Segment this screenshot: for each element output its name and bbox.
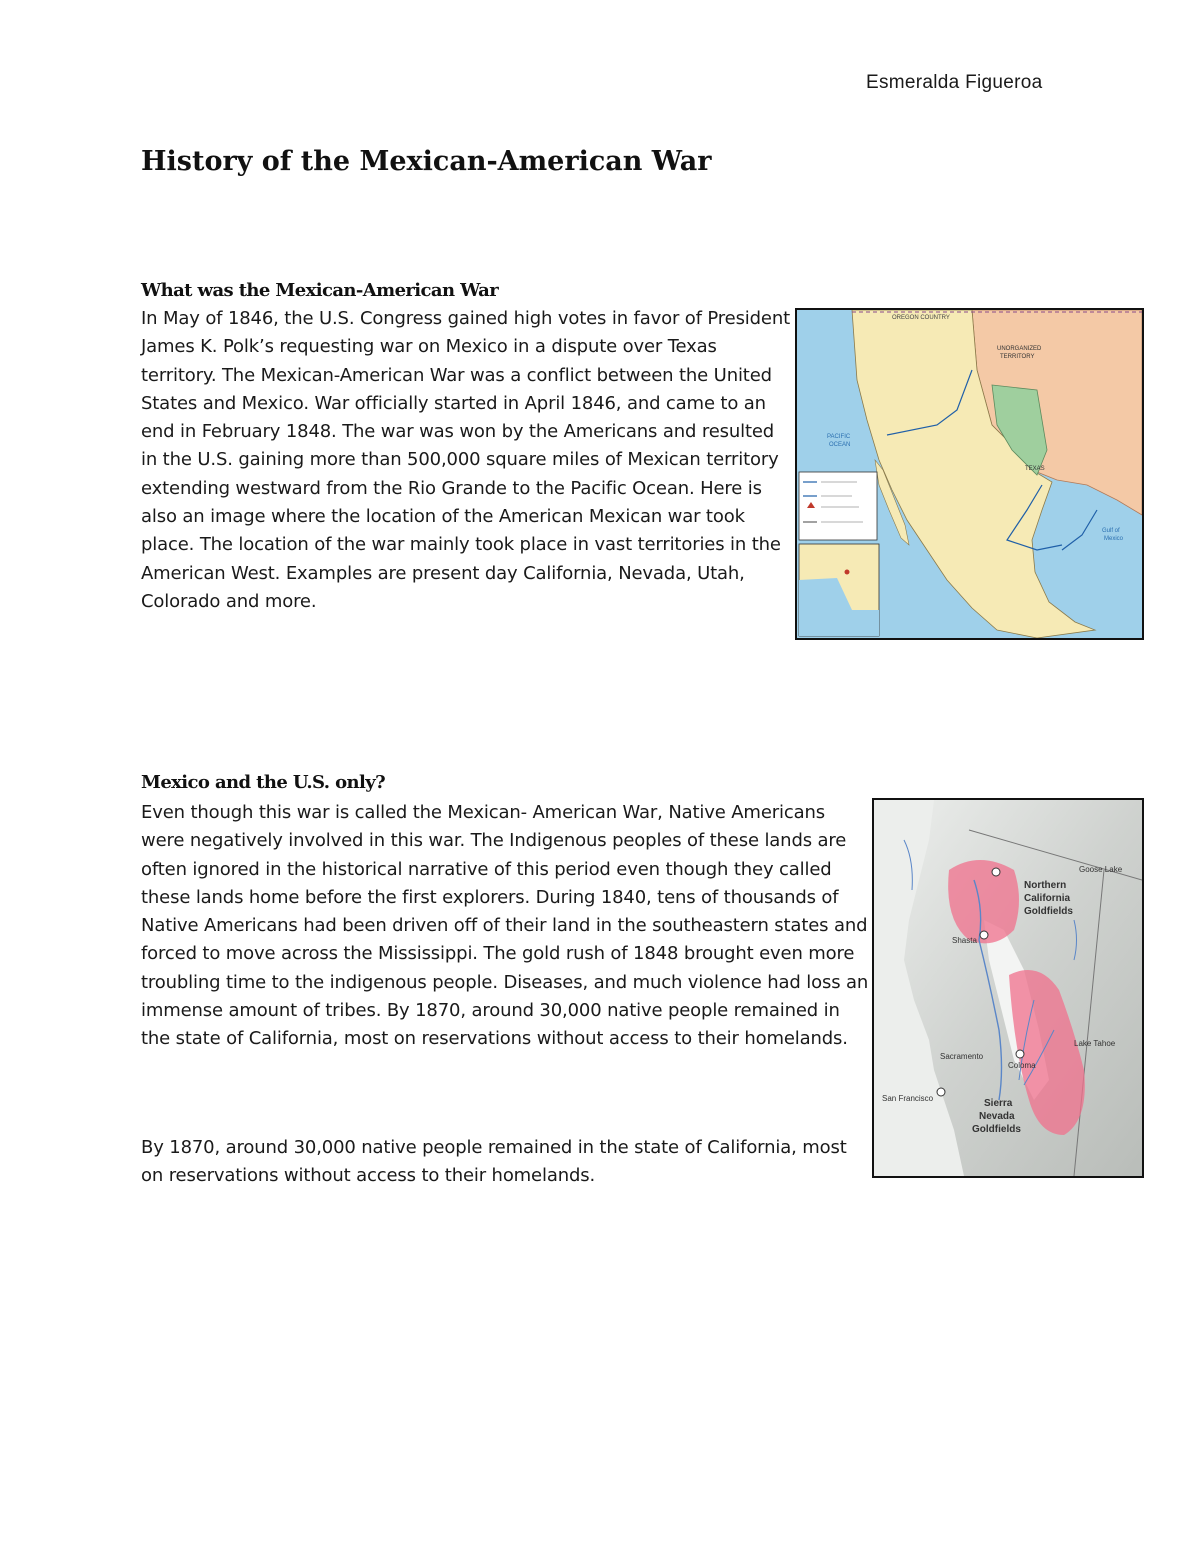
map-label-unorganized: UNORGANIZED xyxy=(997,346,1042,352)
mexican-american-war-map-image xyxy=(795,308,1144,640)
map-label-gulf-2: Mexico xyxy=(1104,536,1124,542)
map-label-shasta: Shasta xyxy=(952,936,977,945)
map-label-gulf-1: Gulf of xyxy=(1102,528,1120,534)
map-label-san-francisco: San Francisco xyxy=(882,1094,934,1103)
section-heading-mexican-american-war: What was the Mexican-American War xyxy=(141,280,499,301)
map-label-pacific: PACIFIC xyxy=(827,434,851,440)
map-label-goose-lake: Goose Lake xyxy=(1079,865,1123,874)
map-label-sierra-1: Sierra xyxy=(984,1098,1013,1109)
map-label-sacramento: Sacramento xyxy=(940,1052,984,1061)
section-closing-paragraph: By 1870, around 30,000 native people remained in the state of California, most on reservations without access to their homelands. xyxy=(141,1137,847,1187)
map-label-northern-2: California xyxy=(1024,893,1071,904)
map-label-northern-1: Northern xyxy=(1024,880,1067,891)
document-title: History of the Mexican-American War xyxy=(141,146,712,177)
section-paragraph: In May of 1846, the U.S. Congress gained high votes in favor of President James K. Polk’s requesting war on Mexico in a dispute over Texas territory. The Mexican-American War was a conflict between the United States and Mexico. War officially started in April 1846, and came to an end in February 1848. The war was won by the Americans and resulted in the U.S. gaining more than 500,000 square miles of Mexican territory extending westward from the Rio Grande to the Pacific Ocean. Here is also an image where the location of the American Mexican war took place. The location of the war mainly took place in vast territories in the American West. Examples are present day California, Nevada, Utah, Colorado and more. xyxy=(141,308,791,612)
map-label-northern-3: Goldfields xyxy=(1024,906,1073,917)
map-label-oregon: OREGON COUNTRY xyxy=(892,315,950,321)
map-label-sierra-3: Goldfields xyxy=(972,1124,1021,1135)
map-label-ocean: OCEAN xyxy=(829,442,851,448)
section-heading-mexico-and-us: Mexico and the U.S. only? xyxy=(141,772,386,793)
map-label-territory: TERRITORY xyxy=(1000,354,1035,360)
map-label-lake-tahoe: Lake Tahoe xyxy=(1074,1039,1116,1048)
california-goldfields-map-image xyxy=(872,798,1144,1178)
map-label-coloma: Coloma xyxy=(1008,1061,1036,1070)
section-paragraph: Even though this war is called the Mexican- American War, Native Americans were negatively involved in this war. The Indigenous peoples of these lands are often ignored in the historical narrative of this period even though they called these lands home before the first explorers. During 1840, tens of thousands of Native Americans had been driven off of their land in the southeastern states and forced to move across the Mississippi. The gold rush of 1848 brought even more troubling time to the indigenous people. Diseases, and much violence had loss an immense amount of tribes. By 1870, around 30,000 native people remained in the state of California, most on reservations without access to their homelands. xyxy=(141,802,869,1050)
author-name: Esmeralda Figueroa xyxy=(866,72,1043,93)
map-label-texas: TEXAS xyxy=(1025,466,1045,472)
map-label-sierra-2: Nevada xyxy=(979,1111,1015,1122)
